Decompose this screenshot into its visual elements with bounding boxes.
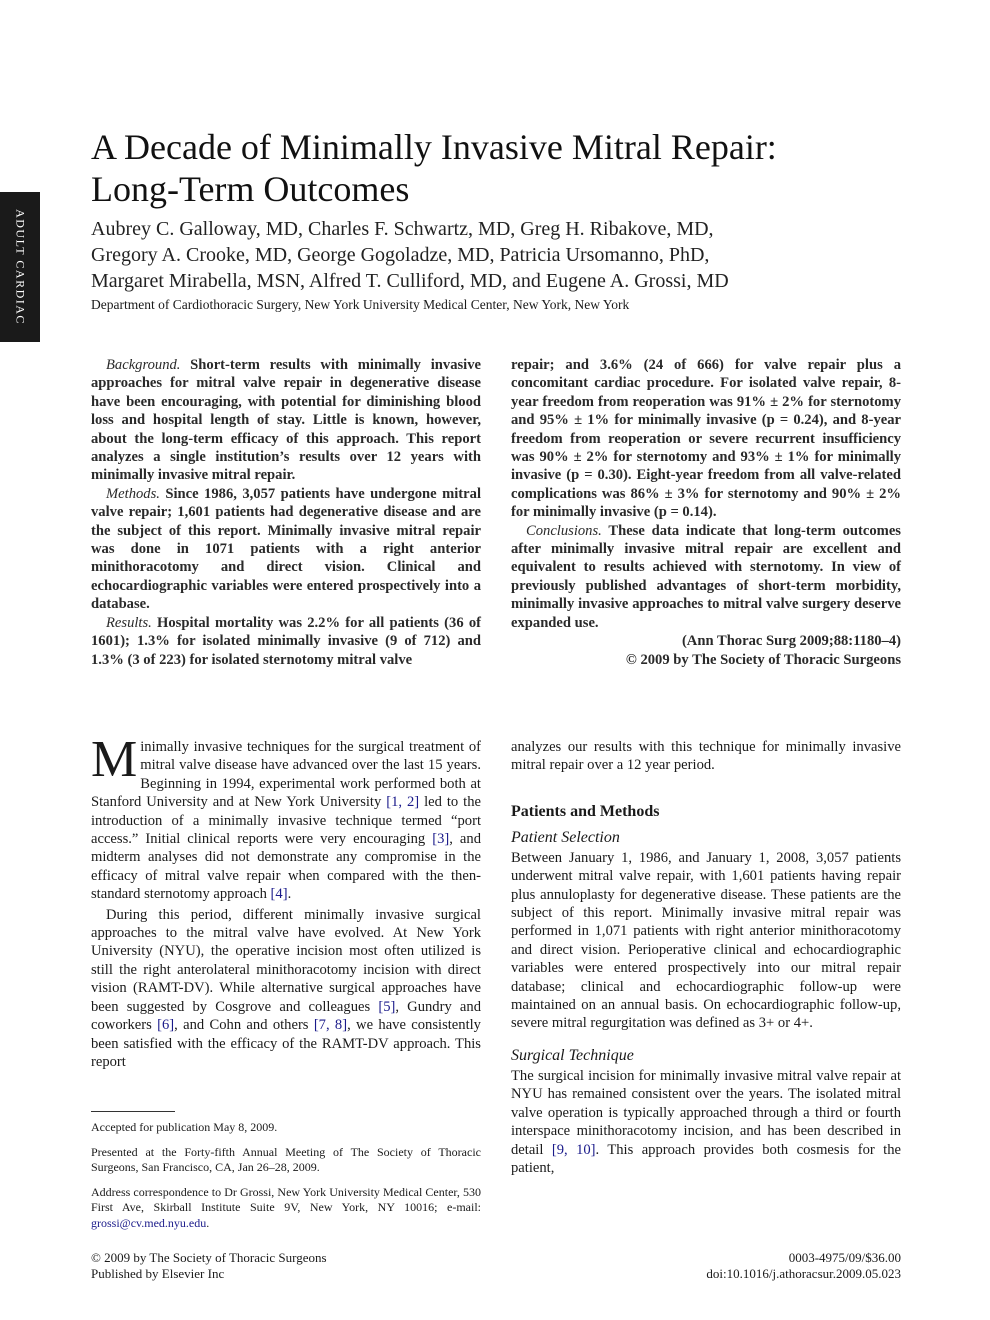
address-note: [91, 1185, 481, 1232]
footer-publisher: Published by Elsevier Inc: [91, 1266, 225, 1281]
background-text: Short-term results with minimally invasive approaches for mitral valve repair in degenerative disease have been encouraging, with potential for diminishing blood loss and hospital length of stay. Little is known, however, about the long-term efficacy of this approach. This report analyzes a single institution’s results over 12 years with minimally invasive mitral repair.: [91, 357, 481, 484]
footnote-rule: [91, 1111, 175, 1112]
ref-1-2-link[interactable]: [1, 2]: [386, 794, 420, 811]
results-text-a: Hospital mortality was 2.2% for all patients (36 of 1601); 1.3% for isolated minimally invasive (9 of 712) and 1.3% (3 of 223) for isolated sternotomy mitral valve: [91, 614, 481, 668]
technique-text-a: The surgical incision for minimally invasive mitral valve repair at NYU has remained consistent over the years. The isolated mitral valve operation is typically approached through a third or fourth interspace minithoracotomy incision, and has been described in detail: [511, 1067, 901, 1158]
title-line-1: A Decade of Minimally Invasive Mitral Repair:: [91, 127, 777, 167]
email-link[interactable]: grossi@cv.med.nyu.edu: [91, 1215, 207, 1230]
body-left-column: [91, 731, 482, 1071]
ref-3-link[interactable]: [3]: [432, 831, 450, 848]
technique-text-b: . This approach provides both cosmesis for the patient,: [511, 1141, 901, 1176]
subsection-heading-1: Patient Selection: [511, 828, 620, 846]
section-tab: [0, 192, 40, 342]
abstract-results: [91, 614, 481, 669]
title-line-2: Long-Term Outcomes: [91, 169, 410, 209]
footer-right: [706, 1250, 901, 1282]
footnotes: [91, 1120, 481, 1240]
conclusions-text: These data indicate that long-term outcomes after minimally invasive mitral repair are excellent and equivalent to results achieved with sternotomy. In view of previously published advantages of short-term morbidity, minimally invasive approaches to mitral valve surgery deserve expanded use.: [511, 522, 901, 631]
intro-p1-d: .: [287, 886, 292, 903]
address-end: .: [206, 1215, 210, 1230]
abstract-right-column: [511, 356, 901, 669]
footer-doi: doi:10.1016/j.athoracsur.2009.05.023: [706, 1266, 901, 1281]
intro-paragraph-2: [91, 906, 481, 1072]
address-text: Address correspondence to Dr Grossi, New York University Medical Center, 530 First Ave, Skirball Institute Suite 9V, New York, NY 10016; e-mail:: [91, 1184, 481, 1214]
intro-paragraph-1: [91, 731, 481, 904]
abstract-conclusions: [511, 522, 901, 632]
accepted-note: Accepted for publication May 8, 2009.: [91, 1120, 278, 1134]
results-label: Results.: [106, 614, 152, 631]
authors-line-2: Gregory A. Crooke, MD, George Gogoladze, MD, Patricia Ursomanno, PhD,: [91, 244, 710, 266]
abstract-left-column: [91, 356, 481, 669]
methods-label: Methods.: [106, 485, 160, 502]
intro-continuation: analyzes our results with this technique for minimally invasive mitral repair over a 12 year period.: [511, 739, 901, 774]
background-label: Background.: [106, 357, 181, 373]
ref-6-link[interactable]: [6]: [157, 1017, 175, 1034]
ref-5-link[interactable]: [5]: [378, 998, 396, 1015]
intro-p1-b: led to the introduction of a minimally invasive technique termed “port access.” Initial clinical reports were very encouraging: [91, 794, 481, 848]
footer-issn: 0003-4975/09/$36.00: [788, 1250, 901, 1265]
conclusions-label: Conclusions.: [526, 522, 602, 539]
journal-citation: (Ann Thorac Surg 2009;88:1180–4): [681, 633, 901, 650]
drop-cap: M: [91, 731, 138, 788]
intro-p2-c: , and Cohn and others: [174, 1017, 314, 1034]
affiliation: Department of Cardiothoracic Surgery, New York University Medical Center, New York, New York: [91, 297, 630, 312]
section-tab-label: ADULT CARDIAC: [13, 209, 28, 325]
abstract-background: [91, 356, 481, 485]
patient-selection-text: Between January 1, 1986, and January 1, 2008, 3,057 patients underwent mitral valve repair, with 1,601 patients having repair plus annuloplasty for degenerative disease. These patients are the subject of this report. Minimally invasive mitral repair was performed in 1,071 patients with right anterior minithoracotomy and direct vision. Perioperative clinical and echocardiographic variables were entered prospectively into our mitral repair database; clinical and echocardiographic follow-up were maintained on an annual basis. On echocardiographic follow-up, severe mitral regurgitation was defined as 3+ or 4+.: [511, 849, 901, 1032]
article-title: [91, 126, 911, 210]
surgical-technique-text: [511, 1067, 901, 1177]
methods-text: Since 1986, 3,057 patients have undergone mitral valve repair; 1,601 patients had degenerative disease and are the subject of this report. Minimally invasive mitral repair was done in 1071 patients with a right anterior minithoracotomy and direct vision. Clinical and echocardiographic variables were entered prospectively into a database.: [91, 485, 481, 613]
authors-line-1: Aubrey C. Galloway, MD, Charles F. Schwartz, MD, Greg H. Ribakove, MD,: [91, 218, 714, 240]
author-list: [91, 216, 911, 294]
ref-7-8-link[interactable]: [7, 8]: [313, 1017, 348, 1034]
abstract-methods: [91, 485, 481, 614]
abstract-results-cont: repair; and 3.6% (24 of 666) for valve repair plus a concomitant cardiac procedure. For isolated valve repair, 8-year freedom from reoperation was 91% ± 2% for sternotomy and 95% ± 1% for minimally invasive (p = 0.24), and 8-year freedom from reoperation or severe recurrent insufficiency was 90% ± 2% for sternotomy and 93% ± 1% for minimally invasive (p = 0.30). Eight-year freedom from all valve-related complications was 86% ± 3% for sternotomy and 90% ± 2% for minimally invasive (p = 0.14).: [511, 357, 901, 521]
intro-p2-b: , Gundry and coworkers: [91, 998, 482, 1034]
ref-9-10-link[interactable]: [9, 10]: [551, 1141, 596, 1158]
footer-left: [91, 1250, 327, 1282]
footer-copyright: © 2009 by The Society of Thoracic Surgeons: [91, 1250, 327, 1265]
intro-p1-c: , and midterm analyses did not demonstrate any compromise in the efficacy of mitral valve repair when compared with the then-standard sternotomy approach: [91, 831, 481, 903]
subsection-heading-2: Surgical Technique: [511, 1046, 634, 1064]
ref-4-link[interactable]: [4]: [270, 886, 288, 903]
intro-p2-d: , we have consistently been satisfied with the efficacy of the RAMT-DV approach. This report: [91, 1017, 481, 1070]
intro-p2-a: During this period, different minimally invasive surgical approaches to the mitral valve have evolved. At New York University (NYU), the operative incision most often utilized is still the right anterolateral minithoracotomy incision with direct vision (RAMT-DV). While alternative surgical approaches have been suggested by Cosgrove and colleagues: [91, 906, 481, 1015]
intro-p1-a: inimally invasive techniques for the surgical treatment of mitral valve disease have advanced over the last 15 years. Beginning in 1994, experimental work performed both at Stanford University and at New York University: [91, 739, 481, 811]
presented-note: Presented at the Forty-fifth Annual Meeting of The Society of Thoracic Surgeons, San Francisco, CA, Jan 26–28, 2009.: [91, 1144, 481, 1174]
body-right-column: [511, 738, 901, 1177]
abstract-copyright: © 2009 by The Society of Thoracic Surgeons: [625, 651, 901, 668]
section-heading: Patients and Methods: [511, 802, 660, 820]
authors-line-3: Margaret Mirabella, MSN, Alfred T. Culliford, MD, and Eugene A. Grossi, MD: [91, 270, 729, 292]
